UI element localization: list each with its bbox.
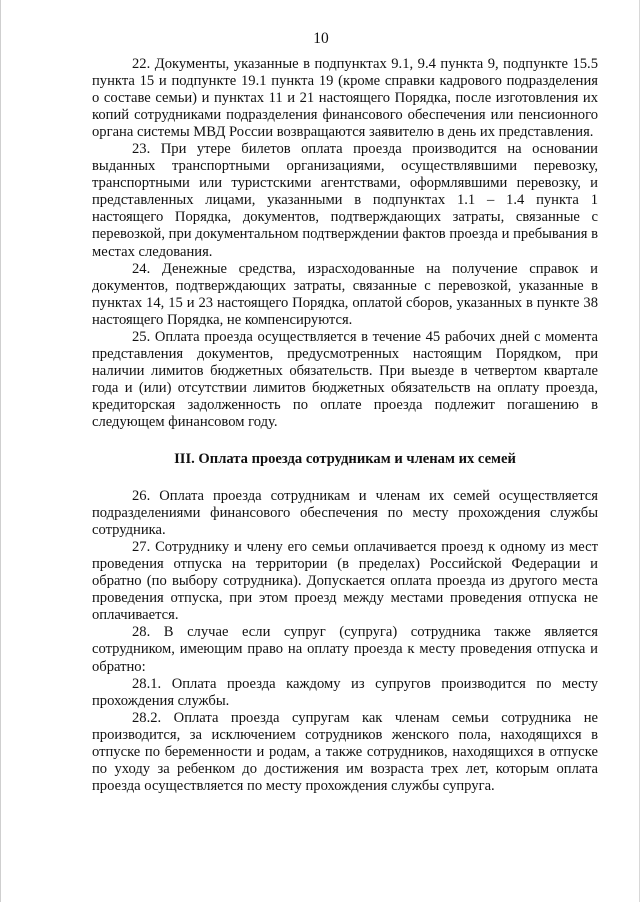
paragraph-26: 26. Оплата проезда сотрудникам и членам их семей осуществляется подразделениями финансового обеспечения по месту прохождения службы сотрудника. xyxy=(92,488,598,539)
paragraph-23: 23. При утере билетов оплата проезда производится на основании выданных транспортными организациями, осуществлявшими перевозку, транспортными или туристскими агентствами, оформлявшими перевозку, и представленных лицами, указанными в подпунктах 1.1 – 1.4 пункта 1 настоящего Порядка, документов, подтверждающих затраты, связанные с перевозкой, при документальном подтверждении фактов проезда и пребывания в местах следования. xyxy=(92,141,598,260)
paragraph-27: 27. Сотруднику и члену его семьи оплачивается проезд к одному из мест проведения отпуска на территории (в пределах) Российской Федерации и обратно (по выбору сотрудника). Допускается оплата проезда из другого места проведения отпуска, при этом проезд между местами проведения отпуска не оплачивается. xyxy=(92,539,598,624)
paragraph-28-2: 28.2. Оплата проезда супругам как членам семьи сотрудника не производится, за исключением сотрудников женского пола, находящихся в отпуске по беременности и родам, а также сотрудников, находящихся в отпуске по уходу за ребенком до достижения им возраста трех лет, которым оплата проезда осуществляется по месту прохождения службы супруга. xyxy=(92,709,598,794)
paragraph-24: 24. Денежные средства, израсходованные на получение справок и документов, подтверждающих затраты, связанные с перевозкой, указанные в пунктах 14, 15 и 23 настоящего Порядка, оплатой сборов, указанных в пункте 38 настоящего Порядка, не компенсируются. xyxy=(92,260,598,328)
paragraph-22: 22. Документы, указанные в подпунктах 9.1, 9.4 пункта 9, подпункте 15.5 пункта 15 и подпункте 19.1 пункта 19 (кроме справки кадрового подразделения о составе семьи) и пунктах 11 и 21 настоящего Порядка, после изготовления их копий сотрудниками подразделения финансового обеспечения или пенсионного органа системы МВД России возвращаются заявителю в день их представления. xyxy=(92,56,598,141)
paragraph-25: 25. Оплата проезда осуществляется в течение 45 рабочих дней с момента представления документов, предусмотренных настоящим Порядком, при наличии лимитов бюджетных обязательств. При выезде в четвертом квартале года и (или) отсутствии лимитов бюджетных обязательств на оплату проезда, кредиторская задолженность по оплате проезда подлежит погашению в следующем финансовом году. xyxy=(92,328,598,430)
page-number: 10 xyxy=(313,30,329,47)
section-heading: III. Оплата проезда сотрудникам и членам их семей xyxy=(174,451,516,468)
paragraph-28: 28. В случае если супруг (супруга) сотрудника также является сотрудником, имеющим право на оплату проезда к месту проведения отпуска и обратно: xyxy=(92,624,598,675)
document-body xyxy=(92,56,598,795)
paragraph-28-1: 28.1. Оплата проезда каждому из супругов производится по месту прохождения службы. xyxy=(92,675,598,709)
